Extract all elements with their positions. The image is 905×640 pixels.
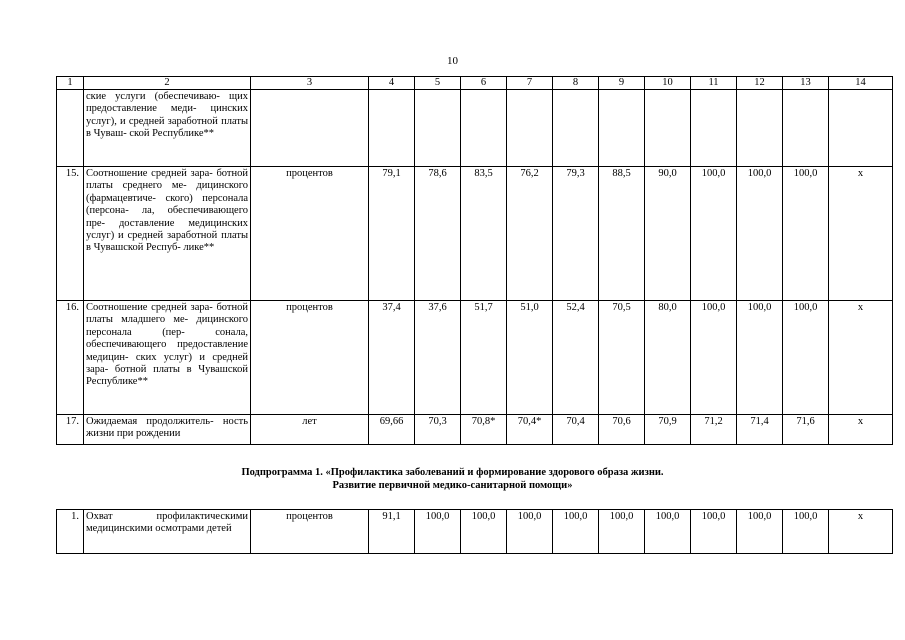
value-cell: 70,4* — [507, 415, 553, 445]
table-row — [57, 167, 893, 301]
value-cell: 70,9 — [645, 415, 691, 445]
value-cell: 91,1 — [369, 510, 415, 554]
unit-cell — [251, 90, 369, 167]
value-cell: 100,0 — [553, 510, 599, 554]
unit-cell: лет — [251, 415, 369, 445]
value-cell: 80,0 — [645, 301, 691, 415]
value-cell: 100,0 — [783, 301, 829, 415]
table-row — [57, 510, 893, 554]
value-cell: 76,2 — [507, 167, 553, 301]
value-cell: 100,0 — [461, 510, 507, 554]
column-number-header: 11 — [691, 77, 737, 90]
indicator-name: ские услуги (обеспечиваю- щих предоставление меди- цинских услуг), и средней заработной платы в Чуваш- ской Республике** — [84, 90, 251, 167]
row-number: 16. — [57, 301, 84, 415]
value-cell: 100,0 — [599, 510, 645, 554]
value-cell: x — [829, 415, 893, 445]
row-number: 1. — [57, 510, 84, 554]
value-cell: x — [829, 301, 893, 415]
column-number-header: 5 — [415, 77, 461, 90]
row-number: 17. — [57, 415, 84, 445]
value-cell: 79,3 — [553, 167, 599, 301]
column-number-header: 13 — [783, 77, 829, 90]
column-number-header: 7 — [507, 77, 553, 90]
value-cell: 88,5 — [599, 167, 645, 301]
value-cell: 100,0 — [691, 167, 737, 301]
value-cell: 71,2 — [691, 415, 737, 445]
value-cell: 70,8* — [461, 415, 507, 445]
value-cell: 70,4 — [553, 415, 599, 445]
table-header-row — [57, 77, 893, 90]
value-cell: 69,66 — [369, 415, 415, 445]
value-cell: 100,0 — [691, 301, 737, 415]
row-number — [57, 90, 84, 167]
column-number-header: 14 — [829, 77, 893, 90]
value-cell — [369, 90, 415, 167]
value-cell: 100,0 — [783, 510, 829, 554]
subprogram-heading-line-2: Развитие первичной медико-санитарной помощи» — [332, 480, 573, 491]
subprogram-indicators-table — [56, 509, 893, 554]
value-cell — [415, 90, 461, 167]
value-cell: 71,4 — [737, 415, 783, 445]
value-cell — [783, 90, 829, 167]
value-cell: x — [829, 510, 893, 554]
table-row — [57, 90, 893, 167]
value-cell — [645, 90, 691, 167]
value-cell: 70,3 — [415, 415, 461, 445]
value-cell: 78,6 — [415, 167, 461, 301]
indicators-table — [56, 76, 893, 445]
indicator-name: Соотношение средней зара- ботной платы младшего ме- дицинского персонала (пер- сонала, обеспечивающего предоставление медицин- ских услуг) и средней зара- ботной платы в Чувашской Республике** — [84, 301, 251, 415]
column-number-header: 6 — [461, 77, 507, 90]
table-row — [57, 301, 893, 415]
value-cell: x — [829, 167, 893, 301]
page-number: 10 — [447, 55, 458, 67]
value-cell: 100,0 — [415, 510, 461, 554]
value-cell: 100,0 — [783, 167, 829, 301]
unit-cell: процентов — [251, 510, 369, 554]
value-cell — [461, 90, 507, 167]
subprogram-heading — [0, 466, 905, 492]
value-cell — [553, 90, 599, 167]
unit-cell: процентов — [251, 301, 369, 415]
indicator-name: Соотношение средней зара- ботной платы среднего ме- дицинского (фармацевтиче- ского) персонала (персона- ла, обеспечивающего пре- доставление медицинских услуг) и средней заработной платы в Чувашской Респуб- лике** — [84, 167, 251, 301]
value-cell: 51,0 — [507, 301, 553, 415]
value-cell: 100,0 — [691, 510, 737, 554]
value-cell: 37,6 — [415, 301, 461, 415]
column-number-header: 8 — [553, 77, 599, 90]
value-cell: 52,4 — [553, 301, 599, 415]
subprogram-heading-line-1: Подпрограмма 1. «Профилактика заболеваний и формирование здорового образа жизни. — [241, 467, 664, 478]
column-number-header: 10 — [645, 77, 691, 90]
value-cell: 79,1 — [369, 167, 415, 301]
value-cell: 100,0 — [737, 301, 783, 415]
value-cell — [507, 90, 553, 167]
value-cell: 100,0 — [645, 510, 691, 554]
column-number-header: 3 — [251, 77, 369, 90]
value-cell: 71,6 — [783, 415, 829, 445]
indicator-name: Ожидаемая продолжитель- ность жизни при рождении — [84, 415, 251, 445]
value-cell — [691, 90, 737, 167]
value-cell: 70,6 — [599, 415, 645, 445]
value-cell: 100,0 — [737, 167, 783, 301]
value-cell — [829, 90, 893, 167]
column-number-header: 2 — [84, 77, 251, 90]
value-cell: 100,0 — [507, 510, 553, 554]
column-number-header: 12 — [737, 77, 783, 90]
value-cell: 37,4 — [369, 301, 415, 415]
value-cell: 100,0 — [737, 510, 783, 554]
unit-cell: процентов — [251, 167, 369, 301]
value-cell — [599, 90, 645, 167]
value-cell: 83,5 — [461, 167, 507, 301]
value-cell: 70,5 — [599, 301, 645, 415]
table-row — [57, 415, 893, 445]
column-number-header: 4 — [369, 77, 415, 90]
value-cell: 90,0 — [645, 167, 691, 301]
row-number: 15. — [57, 167, 84, 301]
column-number-header: 9 — [599, 77, 645, 90]
value-cell: 51,7 — [461, 301, 507, 415]
value-cell — [737, 90, 783, 167]
column-number-header: 1 — [57, 77, 84, 90]
indicator-name: Охват профилактическими медицинскими осмотрами детей — [84, 510, 251, 554]
